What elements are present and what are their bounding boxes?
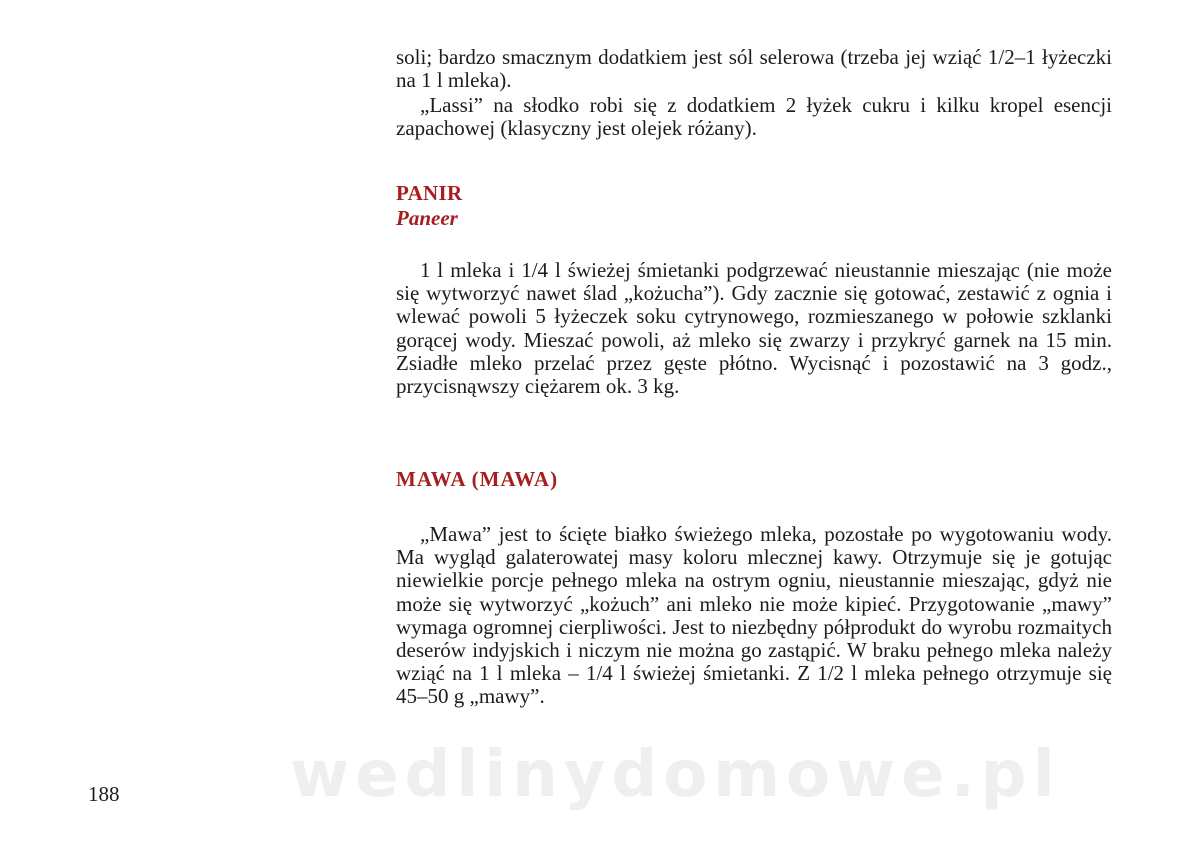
intro-paragraph-1: soli; bardzo smacznym dodatkiem jest sól selerowa (trzeba jej wziąć 1/2–1 łyżeczki na 1 l mleka). — [396, 45, 1112, 93]
mawa-heading: MAWA (MAWA) — [396, 467, 559, 491]
watermark: wedlinydomowe.pl — [290, 738, 1061, 812]
panir-subheading: Paneer — [396, 206, 458, 230]
panir-heading: PANIR — [396, 181, 463, 205]
page-number: 188 — [88, 782, 120, 806]
panir-recipe-text: 1 l mleka i 1/4 l świeżej śmietanki podgrzewać nieustannie mieszając (nie może się wytworzyć nawet ślad „kożucha”). Gdy zacznie się gotować, zestawić z ognia i wlewać powoli 5 łyżeczek soku cytrynowego, rozmieszanego w połowie szklanki gorącej wody. Mieszać powoli, aż mleko się zwarzy i przykryć garnek na 15 min. Zsiadłe mleko przelać przez gęste płótno. Wycisnąć i pozostawić na 3 godz., przycisnąwszy ciężarem ok. 3 kg. — [396, 258, 1112, 399]
mawa-recipe-text: „Mawa” jest to ścięte białko świeżego mleka, pozostałe po wygotowaniu wody. Ma wygląd galaterowatej masy koloru mlecznej kawy. Otrzymuje się je gotując niewielkie porcje pełnego mleka na ostrym ogniu, nieustannie mieszając, gdyż nie może się wytworzyć „kożuch” ani mleko nie może kipieć. Przygotowanie „mawy” wymaga ogromnej cierpliwości. Jest to niezbędny półprodukt do wyrobu rozmaitych deserów indyjskich i niczym nie można go zastąpić. W braku pełnego mleka należy wziąć na 1 l mleka – 1/4 l świeżej śmietanki. Z 1/2 l mleka pełnego otrzymuje się 45–50 g „mawy”. — [396, 522, 1112, 709]
intro-paragraph-2: „Lassi” na słodko robi się z dodatkiem 2 łyżek cukru i kilku kropel esencji zapachowej (klasyczny jest olejek różany). — [396, 93, 1112, 141]
